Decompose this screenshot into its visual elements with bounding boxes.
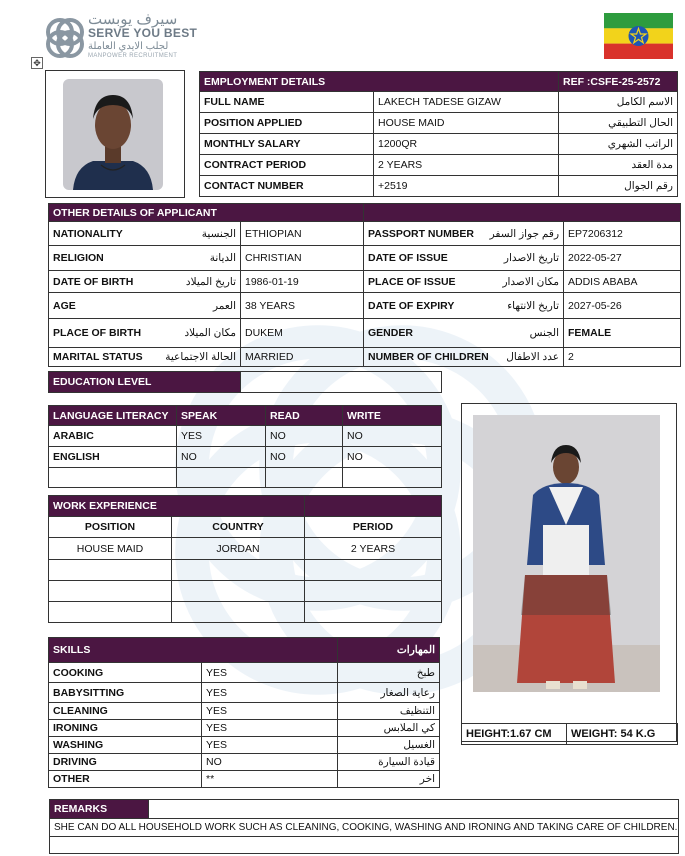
work-empty-cell bbox=[49, 581, 172, 602]
education-level-table bbox=[48, 371, 442, 393]
date-of-birth-arabic: تاريخ الميلاد bbox=[185, 275, 236, 288]
marital-status-arabic: الحالة الاجتماعية bbox=[165, 351, 236, 363]
height-value: HEIGHT:1.67 CM bbox=[462, 724, 567, 745]
work-empty-cell bbox=[305, 602, 442, 623]
skill-cooking-arabic: طبخ bbox=[338, 663, 440, 683]
language-empty-cell bbox=[266, 468, 343, 488]
ethiopia-flag-icon bbox=[604, 13, 673, 59]
full-name-label: FULL NAME bbox=[200, 92, 374, 113]
work-experience-table bbox=[48, 495, 442, 623]
work-period-value: 2 YEARS bbox=[305, 538, 442, 560]
employment-details-table bbox=[199, 71, 678, 197]
gender-value: FEMALE bbox=[564, 319, 681, 348]
speak-header: SPEAK bbox=[177, 406, 266, 426]
work-experience-title: WORK EXPERIENCE bbox=[49, 496, 305, 517]
language-empty-cell bbox=[177, 468, 266, 488]
logo-tagline: MANPOWER RECRUITMENT bbox=[88, 53, 178, 59]
nationality-label: NATIONALITY bbox=[53, 227, 123, 240]
age-value: 38 YEARS bbox=[241, 293, 364, 319]
contact-number-arabic: رقم الجوال bbox=[559, 176, 678, 197]
applicant-portrait-frame bbox=[45, 70, 185, 198]
place-of-issue-arabic: مكان الاصدار bbox=[502, 275, 560, 288]
table-move-handle[interactable]: ✥ bbox=[31, 57, 43, 69]
applicant-full-body-photo bbox=[473, 415, 660, 692]
nationality-value: ETHIOPIAN bbox=[241, 222, 364, 246]
date-of-issue-label: DATE OF ISSUE bbox=[368, 252, 448, 264]
place-of-issue-label: PLACE OF ISSUE bbox=[368, 275, 456, 288]
marital-status-value: MARRIED bbox=[241, 348, 364, 367]
height-weight-table bbox=[461, 723, 678, 745]
date-of-birth-label: DATE OF BIRTH bbox=[53, 275, 134, 288]
employment-title: EMPLOYMENT DETAILS bbox=[200, 72, 559, 92]
skill-ironing-arabic: كي الملابس bbox=[338, 720, 440, 737]
position-applied-label: POSITION APPLIED bbox=[200, 113, 374, 134]
monthly-salary-arabic: الراتب الشهري bbox=[559, 134, 678, 155]
work-empty-cell bbox=[305, 560, 442, 581]
skill-babysitting-arabic: رعاية الصغار bbox=[338, 683, 440, 703]
full-name-arabic: الاسم الكامل bbox=[559, 92, 678, 113]
language-english: ENGLISH bbox=[49, 447, 177, 468]
language-empty-cell bbox=[49, 468, 177, 488]
remarks-empty-row bbox=[50, 837, 679, 854]
skills-title: SKILLS bbox=[49, 638, 338, 663]
skills-table bbox=[48, 637, 440, 788]
date-of-expiry-value: 2027-05-26 bbox=[564, 293, 681, 319]
applicant-full-photo-frame bbox=[461, 403, 677, 742]
position-header: POSITION bbox=[49, 517, 172, 538]
work-country-value: JORDAN bbox=[172, 538, 305, 560]
religion-label: RELIGION bbox=[53, 252, 104, 264]
skill-driving-arabic: قيادة السيارة bbox=[338, 754, 440, 771]
passport-number-arabic: رقم جواز السفر bbox=[489, 227, 560, 240]
company-logo-icon bbox=[42, 12, 88, 64]
work-empty-cell bbox=[172, 560, 305, 581]
number-of-children-label: NUMBER OF CHILDREN bbox=[368, 351, 489, 363]
skill-washing-label: WASHING bbox=[49, 737, 202, 754]
skills-title-arabic: المهارات bbox=[338, 638, 440, 663]
other-details-title: OTHER DETAILS OF APPLICANT bbox=[49, 204, 364, 222]
english-read: NO bbox=[266, 447, 343, 468]
remarks-table bbox=[49, 799, 679, 854]
english-write: NO bbox=[343, 447, 442, 468]
skill-ironing-label: IRONING bbox=[49, 720, 202, 737]
skill-driving-value: NO bbox=[202, 754, 338, 771]
place-of-issue-value: ADDIS ABABA bbox=[564, 271, 681, 293]
passport-number-value: EP7206312 bbox=[564, 222, 681, 246]
skill-driving-label: DRIVING bbox=[49, 754, 202, 771]
contact-number-value: +2519 bbox=[374, 176, 559, 197]
place-of-birth-label: PLACE OF BIRTH bbox=[53, 327, 142, 339]
date-of-birth-value: 1986-01-19 bbox=[241, 271, 364, 293]
reference-number: REF :CSFE-25-2572 bbox=[559, 72, 678, 92]
skill-cleaning-arabic: التنظيف bbox=[338, 703, 440, 720]
place-of-birth-value: DUKEM bbox=[241, 319, 364, 348]
work-empty-cell bbox=[49, 560, 172, 581]
religion-value: CHRISTIAN bbox=[241, 246, 364, 271]
number-of-children-arabic: عدد الاطفال bbox=[506, 351, 560, 363]
date-of-expiry-label: DATE OF EXPIRY bbox=[368, 299, 455, 312]
age-arabic: العمر bbox=[212, 299, 236, 312]
skill-cooking-value: YES bbox=[202, 663, 338, 683]
date-of-expiry-arabic: تاريخ الانتهاء bbox=[507, 299, 560, 312]
work-empty-cell bbox=[172, 602, 305, 623]
religion-arabic: الديانة bbox=[209, 252, 236, 264]
date-of-issue-value: 2022-05-27 bbox=[564, 246, 681, 271]
monthly-salary-value: 1200QR bbox=[374, 134, 559, 155]
skill-washing-value: YES bbox=[202, 737, 338, 754]
contract-period-label: CONTRACT PERIOD bbox=[200, 155, 374, 176]
weight-value: WEIGHT: 54 K.G bbox=[567, 724, 678, 745]
full-name-value: LAKECH TADESE GIZAW bbox=[374, 92, 559, 113]
arabic-write: NO bbox=[343, 426, 442, 447]
contact-number-label: CONTACT NUMBER bbox=[200, 176, 374, 197]
skill-cleaning-value: YES bbox=[202, 703, 338, 720]
remarks-title-blank bbox=[149, 800, 679, 819]
language-literacy-table bbox=[48, 405, 442, 488]
contract-period-arabic: مدة العقد bbox=[559, 155, 678, 176]
monthly-salary-label: MONTHLY SALARY bbox=[200, 134, 374, 155]
nationality-arabic: الجنسية bbox=[201, 227, 236, 240]
period-header: PERIOD bbox=[305, 517, 442, 538]
position-applied-value: HOUSE MAID bbox=[374, 113, 559, 134]
logo-arabic-subtext: لجلب الايدي العاملة bbox=[88, 41, 169, 52]
work-experience-title-right bbox=[305, 496, 442, 517]
place-of-birth-arabic: مكان الميلاد bbox=[184, 327, 236, 339]
read-header: READ bbox=[266, 406, 343, 426]
skill-ironing-value: YES bbox=[202, 720, 338, 737]
marital-status-label: MARITAL STATUS bbox=[53, 351, 143, 363]
work-empty-cell bbox=[305, 581, 442, 602]
education-level-label: EDUCATION LEVEL bbox=[49, 372, 241, 393]
gender-label: GENDER bbox=[368, 327, 413, 339]
write-header: WRITE bbox=[343, 406, 442, 426]
number-of-children-value: 2 bbox=[564, 348, 681, 367]
language-arabic: ARABIC bbox=[49, 426, 177, 447]
skill-babysitting-value: YES bbox=[202, 683, 338, 703]
skill-washing-arabic: الغسيل bbox=[338, 737, 440, 754]
position-applied-arabic: الحال التطبيقي bbox=[559, 113, 678, 134]
skill-cooking-label: COOKING bbox=[49, 663, 202, 683]
arabic-speak: YES bbox=[177, 426, 266, 447]
skill-cleaning-label: CLEANING bbox=[49, 703, 202, 720]
skill-babysitting-label: BABYSITTING bbox=[49, 683, 202, 703]
logo-arabic-text: سيرف يوبست bbox=[88, 11, 178, 28]
skill-other-label: OTHER bbox=[49, 771, 202, 788]
logo-english-text: SERVE YOU BEST bbox=[88, 26, 198, 40]
work-position-value: HOUSE MAID bbox=[49, 538, 172, 560]
remarks-title: REMARKS bbox=[50, 800, 149, 819]
date-of-issue-arabic: تاريخ الاصدار bbox=[503, 252, 560, 264]
passport-number-label: PASSPORT NUMBER bbox=[368, 227, 474, 240]
age-label: AGE bbox=[53, 299, 76, 312]
work-empty-cell bbox=[49, 602, 172, 623]
english-speak: NO bbox=[177, 447, 266, 468]
applicant-portrait-photo bbox=[63, 79, 163, 190]
contract-period-value: 2 YEARS bbox=[374, 155, 559, 176]
work-empty-cell bbox=[172, 581, 305, 602]
language-header: LANGUAGE LITERACY bbox=[49, 406, 177, 426]
other-details-title-right bbox=[364, 204, 681, 222]
skill-other-arabic: اخر bbox=[338, 771, 440, 788]
other-details-table bbox=[48, 203, 681, 367]
arabic-read: NO bbox=[266, 426, 343, 447]
country-header: COUNTRY bbox=[172, 517, 305, 538]
gender-arabic: الجنس bbox=[529, 327, 560, 339]
skill-other-value: ** bbox=[202, 771, 338, 788]
language-empty-cell bbox=[343, 468, 442, 488]
education-level-value bbox=[241, 372, 442, 393]
remarks-text: SHE CAN DO ALL HOUSEHOLD WORK SUCH AS CLEANING, COOKING, WASHING AND IRONING AND TAKING CARE OF CHILDREN. bbox=[50, 819, 679, 837]
